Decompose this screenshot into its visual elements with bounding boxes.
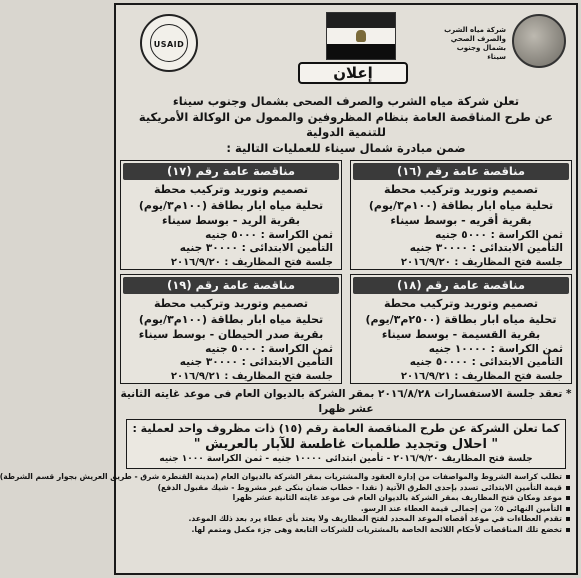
intro-line-1: تعلن شركة مياه الشرب والصرف الصحى بشمال وجنوب سيناء	[172, 94, 520, 108]
tender-desc-3: بقرية القسيمة - بوسط سيناء	[381, 328, 541, 341]
bullet-icon	[566, 486, 570, 490]
tender-price: ثمن الكراسة : ٥٠٠٠ جنيه	[205, 342, 333, 355]
tender-15-project: " احلال وتجديد طلمبات غاطسة للآبار بالعريش "	[193, 437, 499, 452]
bullet-icon	[566, 475, 570, 479]
note-item: تخضع تلك المناقصات لأحكام اللائحة الخاصة بالمشتريات للشركات التابعة وهى جزء مكمل ومتمم لها.	[120, 525, 570, 536]
bullet-icon	[566, 528, 570, 532]
tender-date: جلسة فتح المظاريف : ٢٠١٦/٩/٢١	[170, 370, 333, 382]
tender-insurance: التأمين الابتدائى : ٥٠٠٠٠ جنيه	[409, 356, 563, 368]
tender-title: مناقصة عامة رقم (١٨)	[353, 277, 569, 294]
tender-price: ثمن الكراسة : ٥٠٠٠ جنيه	[205, 228, 333, 241]
bullet-icon	[566, 496, 570, 500]
egypt-flag-icon	[326, 12, 396, 60]
tender-15-intro: كما تعلن الشركة عن طرح المناقصة العامة رقم (١٥) ذات مظروف واحد لعملية :	[132, 422, 560, 435]
tender-title: مناقصة عامة رقم (١٦)	[353, 163, 569, 180]
tender-price: ثمن الكراسة : ١٠٠٠٠ جنيه	[428, 342, 563, 355]
tender-insurance: التأمين الابتدائى : ٣٠٠٠٠ جنيه	[179, 242, 333, 254]
tender-insurance: التأمين الابتدائى : ٣٠٠٠٠ جنيه	[409, 242, 563, 254]
tender-insurance: التأمين الابتدائى : ٣٠٠٠٠ جنيه	[179, 356, 333, 368]
tender-desc-2: تحلية مياه ابار بطاقة (٢٥٠٠م٣/يوم)	[365, 312, 557, 326]
eagle-icon	[356, 30, 366, 42]
usaid-seal-icon	[140, 14, 198, 72]
note-item: قيمة التأمين الابتدائى تسدد بإحدى الطرق الآتية ( نقدا - خطاب ضمان بنكى غير مشروط - شيك مقبول الدفع)	[120, 483, 570, 494]
usaid-logo-text: USAID	[153, 40, 185, 49]
inquiry-session: * تعقد جلسة الاستفسارات ٢٠١٦/٨/٢٨ بمقر الشركة بالديوان العام فى موعد غايته الثانية عشر ظهرا	[120, 388, 572, 415]
tender-15-box	[126, 419, 566, 469]
tender-desc-3: بقرية أقريه - بوسط سيناء	[390, 214, 532, 227]
tender-15-details: جلسة فتح المظاريف ٢٠١٦/٩/٢٠ - تأمين ابتدائى ١٠٠٠٠ جنيه - ثمن الكراسة ١٠٠٠ جنيه	[159, 454, 533, 464]
tender-19	[120, 274, 342, 384]
company-name: شركة مياه الشرب والصرف الصحي بشمال وجنوب سيناء	[444, 26, 506, 62]
tender-desc-1: تصميم وتوريد وتركيب محطة	[153, 297, 309, 310]
flag-bottom-stripe	[327, 44, 395, 59]
tender-desc-2: تحلية مياه ابار بطاقة (١٠٠م٣/يوم)	[138, 312, 324, 326]
intro-line-3: ضمن مبادرة شمال سيناء للعمليات التالية :	[226, 140, 466, 155]
flag-top-stripe	[327, 13, 395, 28]
bullet-icon	[566, 517, 570, 521]
note-item: تطلب كراسة الشروط والمواصفات من إدارة العقود والمشتريات بمقر الشركة بالديوان العام (مدينة القنطرة شرق - طريق العريش بجوار قسم الشرطة)	[120, 472, 570, 483]
flag-middle-stripe	[327, 28, 395, 43]
tender-date: جلسة فتح المظاريف : ٢٠١٦/٩/٢٠	[170, 256, 333, 268]
header	[120, 8, 572, 80]
notes-list	[0, 472, 572, 536]
tender-16	[350, 160, 572, 270]
intro-line-2: عن طرح المناقصة العامة بنظام المظروفين والممول من الوكالة الأمريكية للتنمية الدولية	[138, 109, 554, 139]
advertisement-page	[0, 3, 578, 575]
bullet-icon	[566, 507, 570, 511]
intro-text	[120, 94, 572, 156]
tender-price: ثمن الكراسة : ٥٠٠٠ جنيه	[435, 228, 563, 241]
tender-17	[120, 160, 342, 270]
note-item: موعد ومكان فتح المظاريف بمقر الشركة بالديوان العام فى موعد غايته الثانية عشر ظهرا	[120, 493, 570, 504]
announcement-title: إعلان	[298, 62, 408, 84]
company-logo-icon	[512, 14, 566, 68]
note-item: التأمين النهائى ٥٪ من إجمالى قيمة العطاء عند الرسو.	[120, 504, 570, 515]
tender-desc-3: بقرية صدر الحيطان - بوسط سيناء	[138, 328, 324, 341]
tender-date: جلسة فتح المظاريف : ٢٠١٦/٩/٢١	[400, 370, 563, 382]
tender-18	[350, 274, 572, 384]
tender-title: مناقصة عامة رقم (١٧)	[123, 163, 339, 180]
note-item: تقدم العطاءات في موعد أقصاه الموعد المحدد لفتح المظاريف ولا يعتد بأى عطاء يرد بعد ذلك الموعد.	[120, 514, 570, 525]
tenders-grid	[120, 160, 572, 384]
tender-desc-1: تصميم وتوريد وتركيب محطة	[153, 183, 309, 196]
tender-desc-2: تحلية مياه ابار بطاقة (١٠٠م٣/يوم)	[138, 198, 324, 212]
tender-desc-1: تصميم وتوريد وتركيب محطة	[383, 297, 539, 310]
tender-title: مناقصة عامة رقم (١٩)	[123, 277, 339, 294]
tender-desc-3: بقرية الريد - بوسط سيناء	[162, 214, 300, 227]
tender-desc-2: تحلية مياه ابار بطاقة (١٠٠م٣/يوم)	[368, 198, 554, 212]
tender-date: جلسة فتح المظاريف : ٢٠١٦/٩/٢٠	[400, 256, 563, 268]
tender-desc-1: تصميم وتوريد وتركيب محطة	[383, 183, 539, 196]
